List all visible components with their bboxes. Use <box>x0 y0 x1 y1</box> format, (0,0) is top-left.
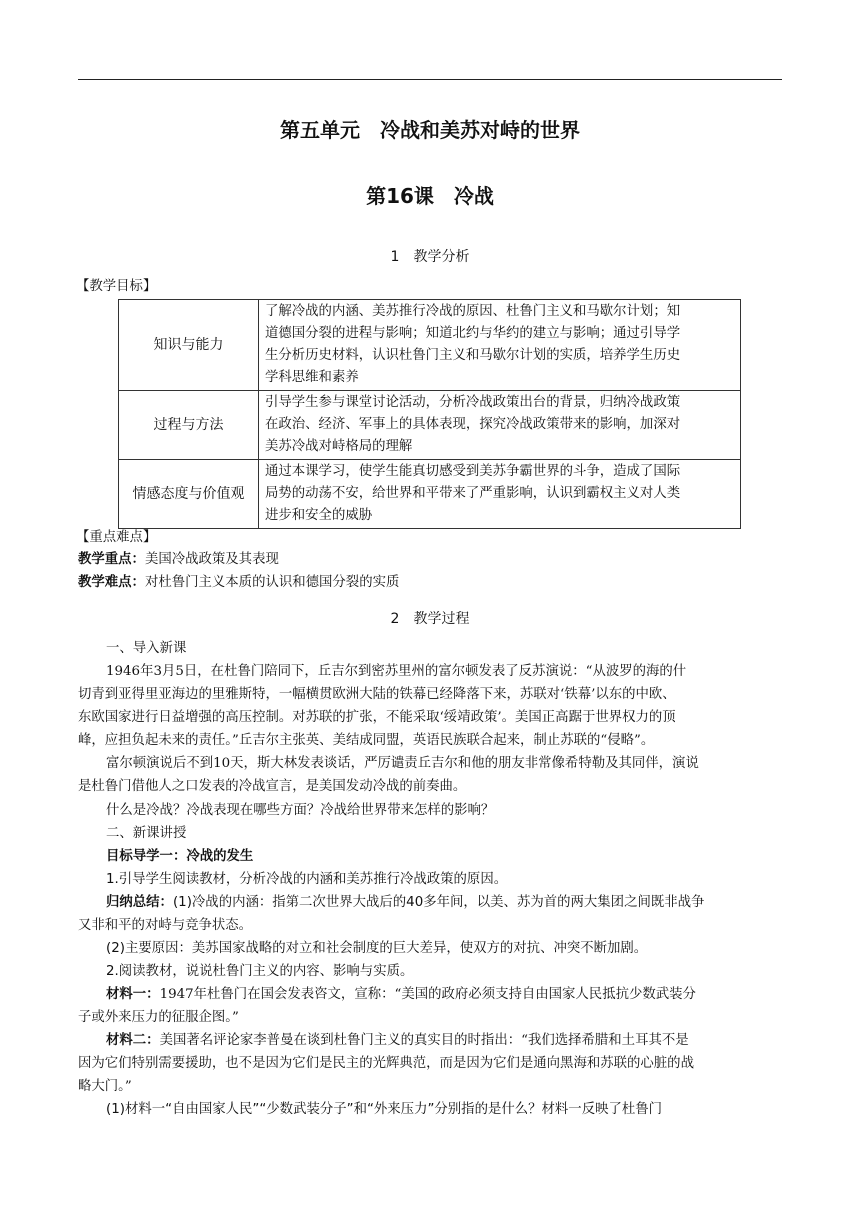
text-line: 通过本课学习，使学生能真切感受到美苏争霸世界的斗争，造成了国际 <box>265 464 681 479</box>
text-line: 道德国分裂的进程与影响；知道北约与华约的建立与影响；通过引导学 <box>265 326 681 341</box>
header-rule <box>78 79 782 80</box>
material-line: 子或外来压力的征服企图。” <box>78 1010 239 1025</box>
text-line: 在政治、经济、军事上的具体表现，探究冷战政策带来的影响，加深对 <box>265 417 681 432</box>
paragraph-line: 是杜鲁门借他人之口发表的冷战宣言，是美国发动冷战的前奏曲。 <box>78 779 467 794</box>
new-lesson-heading: 二、新课讲授 <box>106 826 187 841</box>
paragraph-line: 富尔顿演说后不到10天，斯大林发表谈话，严厉谴责丘吉尔和他的朋友非常像希特勒及其同伴，演说 <box>106 756 699 771</box>
objective-text <box>259 460 741 529</box>
unit-title: 第五单元 冷战和美苏对峙的世界 <box>280 118 580 142</box>
material-text: 美国著名评论家李普曼在谈到杜鲁门主义的真实目的时指出：“我们选择希腊和土耳其不是 <box>159 1033 689 1048</box>
material-line: 因为它们特别需要援助，也不是因为它们是民主的光辉典范，而是因为它们是通向黑海和苏联的心脏的战 <box>78 1056 694 1071</box>
summary-line: (2)主要原因：美苏国家战略的对立和社会制度的巨大差异，使双方的对抗、冲突不断加剧。 <box>106 941 648 956</box>
paragraph-line: 切青到亚得里亚海边的里雅斯特，一幅横贯欧洲大陆的铁幕已经降落下来，苏联对‘铁幕’以东的中欧、 <box>78 687 676 702</box>
objective-text <box>259 300 741 391</box>
objectives-label: 【教学目标】 <box>76 279 157 294</box>
key-point-text: 美国冷战政策及其表现 <box>144 552 279 567</box>
text-line: 局势的动荡不安，给世界和平带来了严重影响，认识到霸权主义对人类 <box>265 486 681 501</box>
material-text: 1947年杜鲁门在国会发表咨文，宣称：“美国的政府必须支持自由国家人民抵抗少数武装分 <box>159 987 696 1002</box>
section-title: 教学过程 <box>413 611 470 627</box>
section-number: 1 <box>390 249 400 265</box>
text-line: 美苏冷战对峙格局的理解 <box>265 439 413 454</box>
objective-label: 过程与方法 <box>119 391 259 460</box>
paragraph-line: 峰，应担负起未来的责任。”丘吉尔主张英、美结成同盟，英语民族联合起来，制止苏联的“侵略”。 <box>78 733 655 748</box>
key-point <box>78 549 782 571</box>
section-title: 教学分析 <box>413 249 470 265</box>
objectives-table <box>118 299 741 529</box>
objective-text <box>259 391 741 460</box>
paragraph-line: 东欧国家进行日益增强的高压控制。对苏联的扩张，不能采取‘绥靖政策’。美国正高踞于世界权力的顶 <box>78 710 676 725</box>
objective-label: 情感态度与价值观 <box>119 460 259 529</box>
goal-heading: 目标导学一：冷战的发生 <box>106 849 254 864</box>
key-point-label: 教学重点： <box>78 552 145 567</box>
objective-row <box>119 391 741 460</box>
lead-question: 什么是冷战？冷战表现在哪些方面？冷战给世界带来怎样的影响？ <box>106 803 495 818</box>
task-item: 2.阅读教材，说说杜鲁门主义的内容、影响与实质。 <box>106 964 414 979</box>
material-line <box>106 984 810 1006</box>
summary-line: 又非和平的对峙与竞争状态。 <box>78 918 253 933</box>
material-line: 略大门。” <box>78 1079 132 1094</box>
question-line: (1)材料一“自由国家人民”“少数武装分子”和“外来压力”分别指的是什么？材料一反映了杜鲁门 <box>106 1102 663 1117</box>
difficult-point-label: 教学难点： <box>78 575 145 590</box>
intro-heading: 一、导入新课 <box>106 641 187 656</box>
difficult-point <box>78 572 782 594</box>
section-heading-analysis <box>0 246 860 266</box>
text-line: 生分析历史材料，认识杜鲁门主义和马歇尔计划的实质，培养学生历史 <box>265 348 681 363</box>
section-number: 2 <box>390 611 400 627</box>
summary-text: (1)冷战的内涵：指第二次世界大战后的40多年间，以美、苏为首的两大集团之间既非战争 <box>172 895 705 910</box>
section-heading-process <box>0 608 860 628</box>
material-label: 材料一： <box>106 987 160 1002</box>
material-line <box>106 1030 810 1052</box>
difficult-point-text: 对杜鲁门主义本质的认识和德国分裂的实质 <box>144 575 400 590</box>
text-line: 了解冷战的内涵、美苏推行冷战的原因、杜鲁门主义和马歇尔计划；知 <box>265 304 681 319</box>
text-line: 学科思维和素养 <box>265 370 359 385</box>
material-label: 材料二： <box>106 1033 160 1048</box>
summary-label: 归纳总结： <box>106 895 173 910</box>
key-difficult-label: 【重点难点】 <box>76 530 157 545</box>
objective-row <box>119 460 741 529</box>
text-line: 引导学生参与课堂讨论活动，分析冷战政策出台的背景，归纳冷战政策 <box>265 395 681 410</box>
task-item: 1.引导学生阅读教材，分析冷战的内涵和美苏推行冷战政策的原因。 <box>106 872 508 887</box>
objective-label: 知识与能力 <box>119 300 259 391</box>
objective-row <box>119 300 741 391</box>
summary-line <box>106 892 810 914</box>
paragraph-line: 1946年3月5日，在杜鲁门陪同下，丘吉尔到密苏里州的富尔顿发表了反苏演说：“从波罗的海的什 <box>106 664 687 679</box>
lesson-title: 第16课 冷战 <box>366 184 494 208</box>
text-line: 进步和安全的威胁 <box>265 508 373 523</box>
